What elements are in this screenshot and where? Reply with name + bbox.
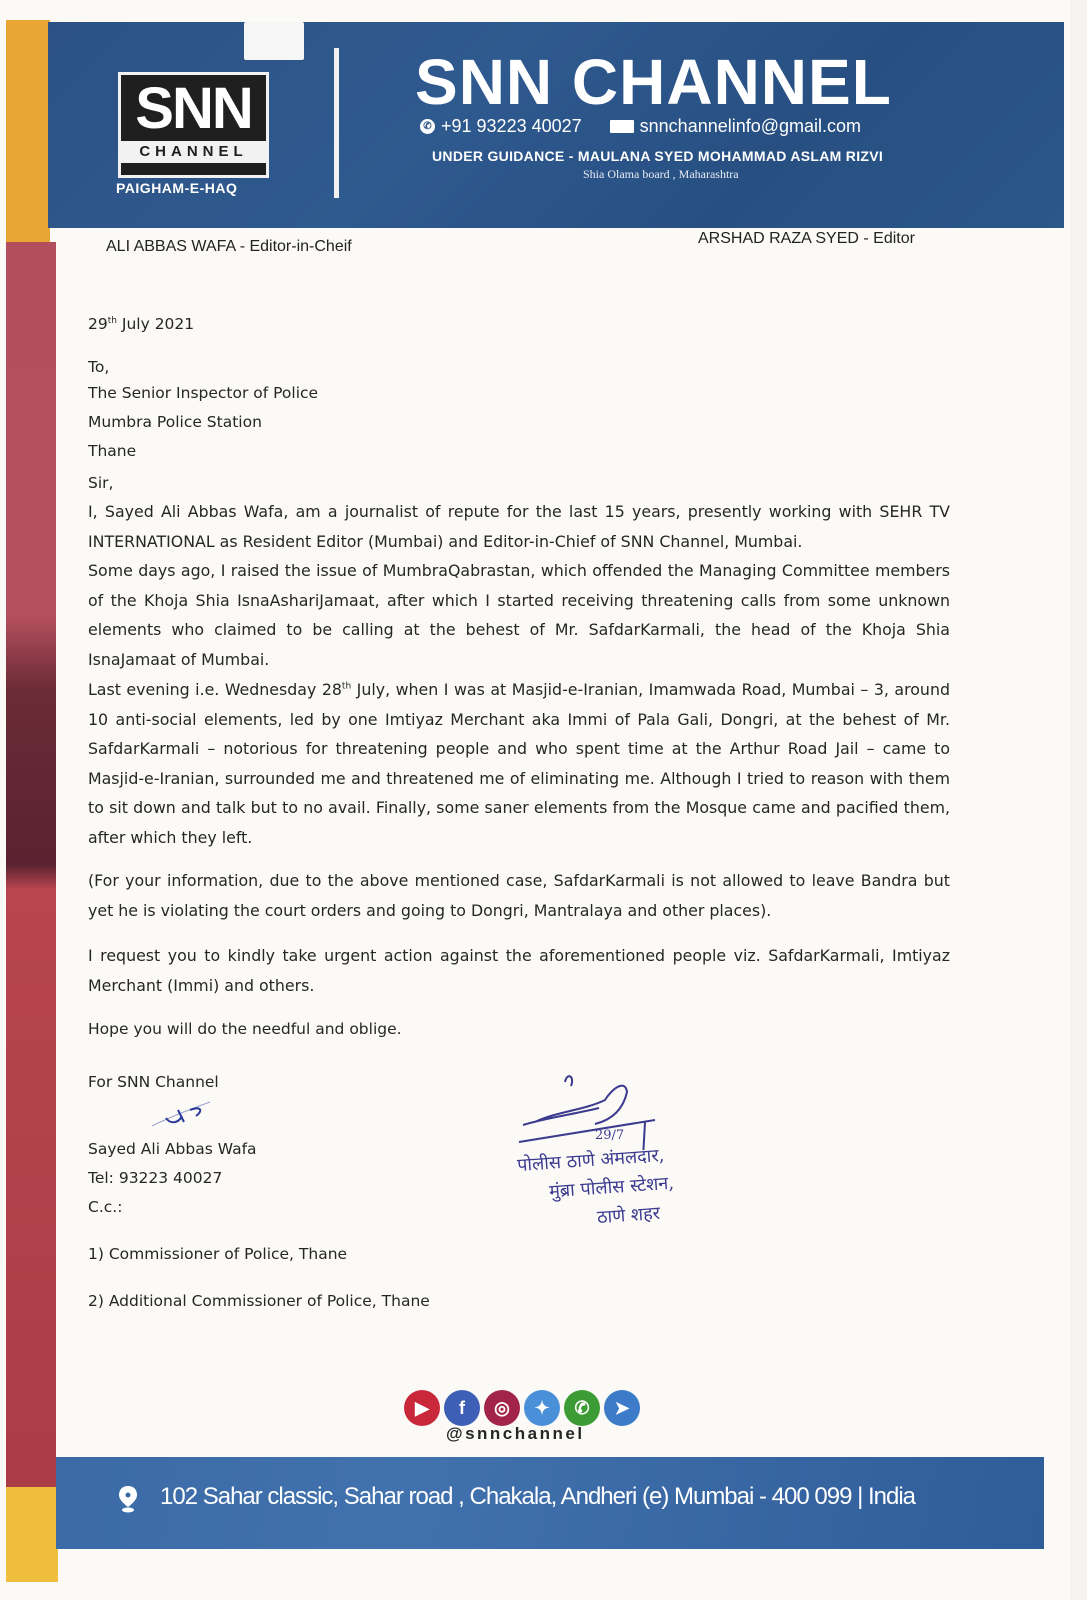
stamp-line: पोलीस ठाणे अंमलदार, — [516, 1144, 666, 1177]
paragraph-intro: I, Sayed Ali Abbas Wafa, am a journalist of repute for the last 15 years, presently working with SEHR TV INTERNATIONAL as Resident Editor (Mumbai) and Editor-in-Chief of SNN Channel, Mumbai. — [88, 502, 950, 551]
header-divider — [334, 48, 339, 198]
brand-title: SNN CHANNEL — [415, 46, 892, 118]
cc-label: C.c.: — [88, 1198, 123, 1216]
phone-number: +91 93223 40027 — [441, 116, 582, 136]
letterhead-header — [48, 22, 1064, 228]
stamp-date: 29/7 — [595, 1128, 625, 1143]
date-day: 29 — [88, 315, 108, 333]
recipient-line: Thane — [88, 442, 137, 460]
signature-icon — [148, 1096, 218, 1132]
salutation: Sir, — [88, 474, 114, 492]
stamp-line: मुंब्रा पोलीस स्टेशन, — [548, 1172, 675, 1203]
paragraph-request: I request you to kindly take urgent action against the aforementioned people viz. SafdarKarmali, Imtiyaz Merchant (Immi) and others. — [88, 946, 950, 995]
to-line: To, — [88, 358, 110, 376]
social-handle: @snnchannel — [446, 1424, 585, 1443]
facebook-icon[interactable]: f — [444, 1390, 480, 1426]
cc-item: 2) Additional Commissioner of Police, Thane — [88, 1292, 430, 1310]
signatory-tel: Tel: 93223 40027 — [88, 1169, 223, 1187]
logo-sub-text: CHANNEL — [121, 141, 266, 163]
cc-item: 1) Commissioner of Police, Thane — [88, 1245, 348, 1263]
youtube-icon[interactable]: ▶ — [404, 1390, 440, 1426]
police-stamp — [515, 1070, 775, 1240]
instagram-icon[interactable]: ◎ — [484, 1390, 520, 1426]
paragraph-background: Some days ago, I raised the issue of MumbraQabrastan, which offended the Managing Committee members of the Khoja Shia IsnaAshariJamaat, after which I started receiving threatening calls from some unknown elements who claimed to be calling at the behest of Mr. SafdarKarmali, the head of the Khoja Shia IsnaJamaat of Mumbai. — [88, 561, 950, 669]
decorative-strip-gold — [6, 20, 50, 242]
logo-tab — [244, 22, 304, 60]
stamp-line: ठाणे शहर — [596, 1202, 661, 1229]
logo-tagline: PAIGHAM-E-HAQ — [116, 180, 238, 196]
mail-icon — [610, 120, 634, 133]
signatory-name: Sayed Ali Abbas Wafa — [88, 1140, 257, 1158]
whatsapp-icon[interactable]: ✆ — [564, 1390, 600, 1426]
logo-main-text: SNN — [135, 76, 252, 141]
snn-logo — [118, 72, 269, 178]
sign-for: For SNN Channel — [88, 1073, 219, 1091]
paragraph-information: (For your information, due to the above mentioned case, SafdarKarmali is not allowed to leave Bandra but yet he is violating the court orders and going to Dongri, Mantralaya and other places). — [88, 871, 950, 920]
social-icons — [404, 1390, 640, 1426]
phone-icon: ✆ — [420, 119, 435, 134]
editor: ARSHAD RAZA SYED - Editor — [698, 230, 915, 247]
decorative-strip-red — [6, 242, 56, 1487]
recipient-line: The Senior Inspector of Police — [88, 384, 319, 402]
recipient-line: Mumbra Police Station — [88, 413, 262, 431]
decorative-strip-gold-bottom — [6, 1487, 58, 1582]
editor-in-chief: ALI ABBAS WAFA - Editor-in-Cheif — [106, 238, 352, 255]
letterhead-footer — [56, 1457, 1044, 1549]
location-pin-icon — [118, 1485, 138, 1513]
footer-address: 102 Sahar classic, Sahar road , Chakala, Andheri (e) Mumbai - 400 099 | India — [160, 1483, 916, 1510]
contact-row — [420, 116, 861, 137]
telegram-icon[interactable]: ➤ — [604, 1390, 640, 1426]
twitter-icon[interactable]: ✦ — [524, 1390, 560, 1426]
guidance-line: UNDER GUIDANCE - MAULANA SYED MOHAMMAD ASLAM RIZVI — [432, 148, 884, 164]
email-address: snnchannelinfo@gmail.com — [639, 116, 862, 136]
paragraph-incident: Last evening i.e. Wednesday 28th July, when I was at Masjid-e-Iranian, Imamwada Road, Mumbai – 3, around 10 anti-social elements, led by one Imtiyaz Merchant aka Immi of Pala Gali, Dongri, at the behest of Mr. SafdarKarmali – notorious for threatening people and who spent time at the Arthur Road Jail – came to Masjid-e-Iranian, surrounded me and threatened me of eliminating me. Although I tried to reason with them to sit down and talk but to no avail. Finally, some saner elements from the Mosque came and pacified them, after which they left. — [88, 680, 950, 847]
date-rest: July 2021 — [116, 315, 195, 333]
letter-date — [88, 315, 194, 333]
closing-line: Hope you will do the needful and oblige. — [88, 1020, 402, 1038]
date-suffix: th — [107, 315, 117, 326]
board-line: Shia Olama board , Maharashtra — [583, 167, 739, 181]
